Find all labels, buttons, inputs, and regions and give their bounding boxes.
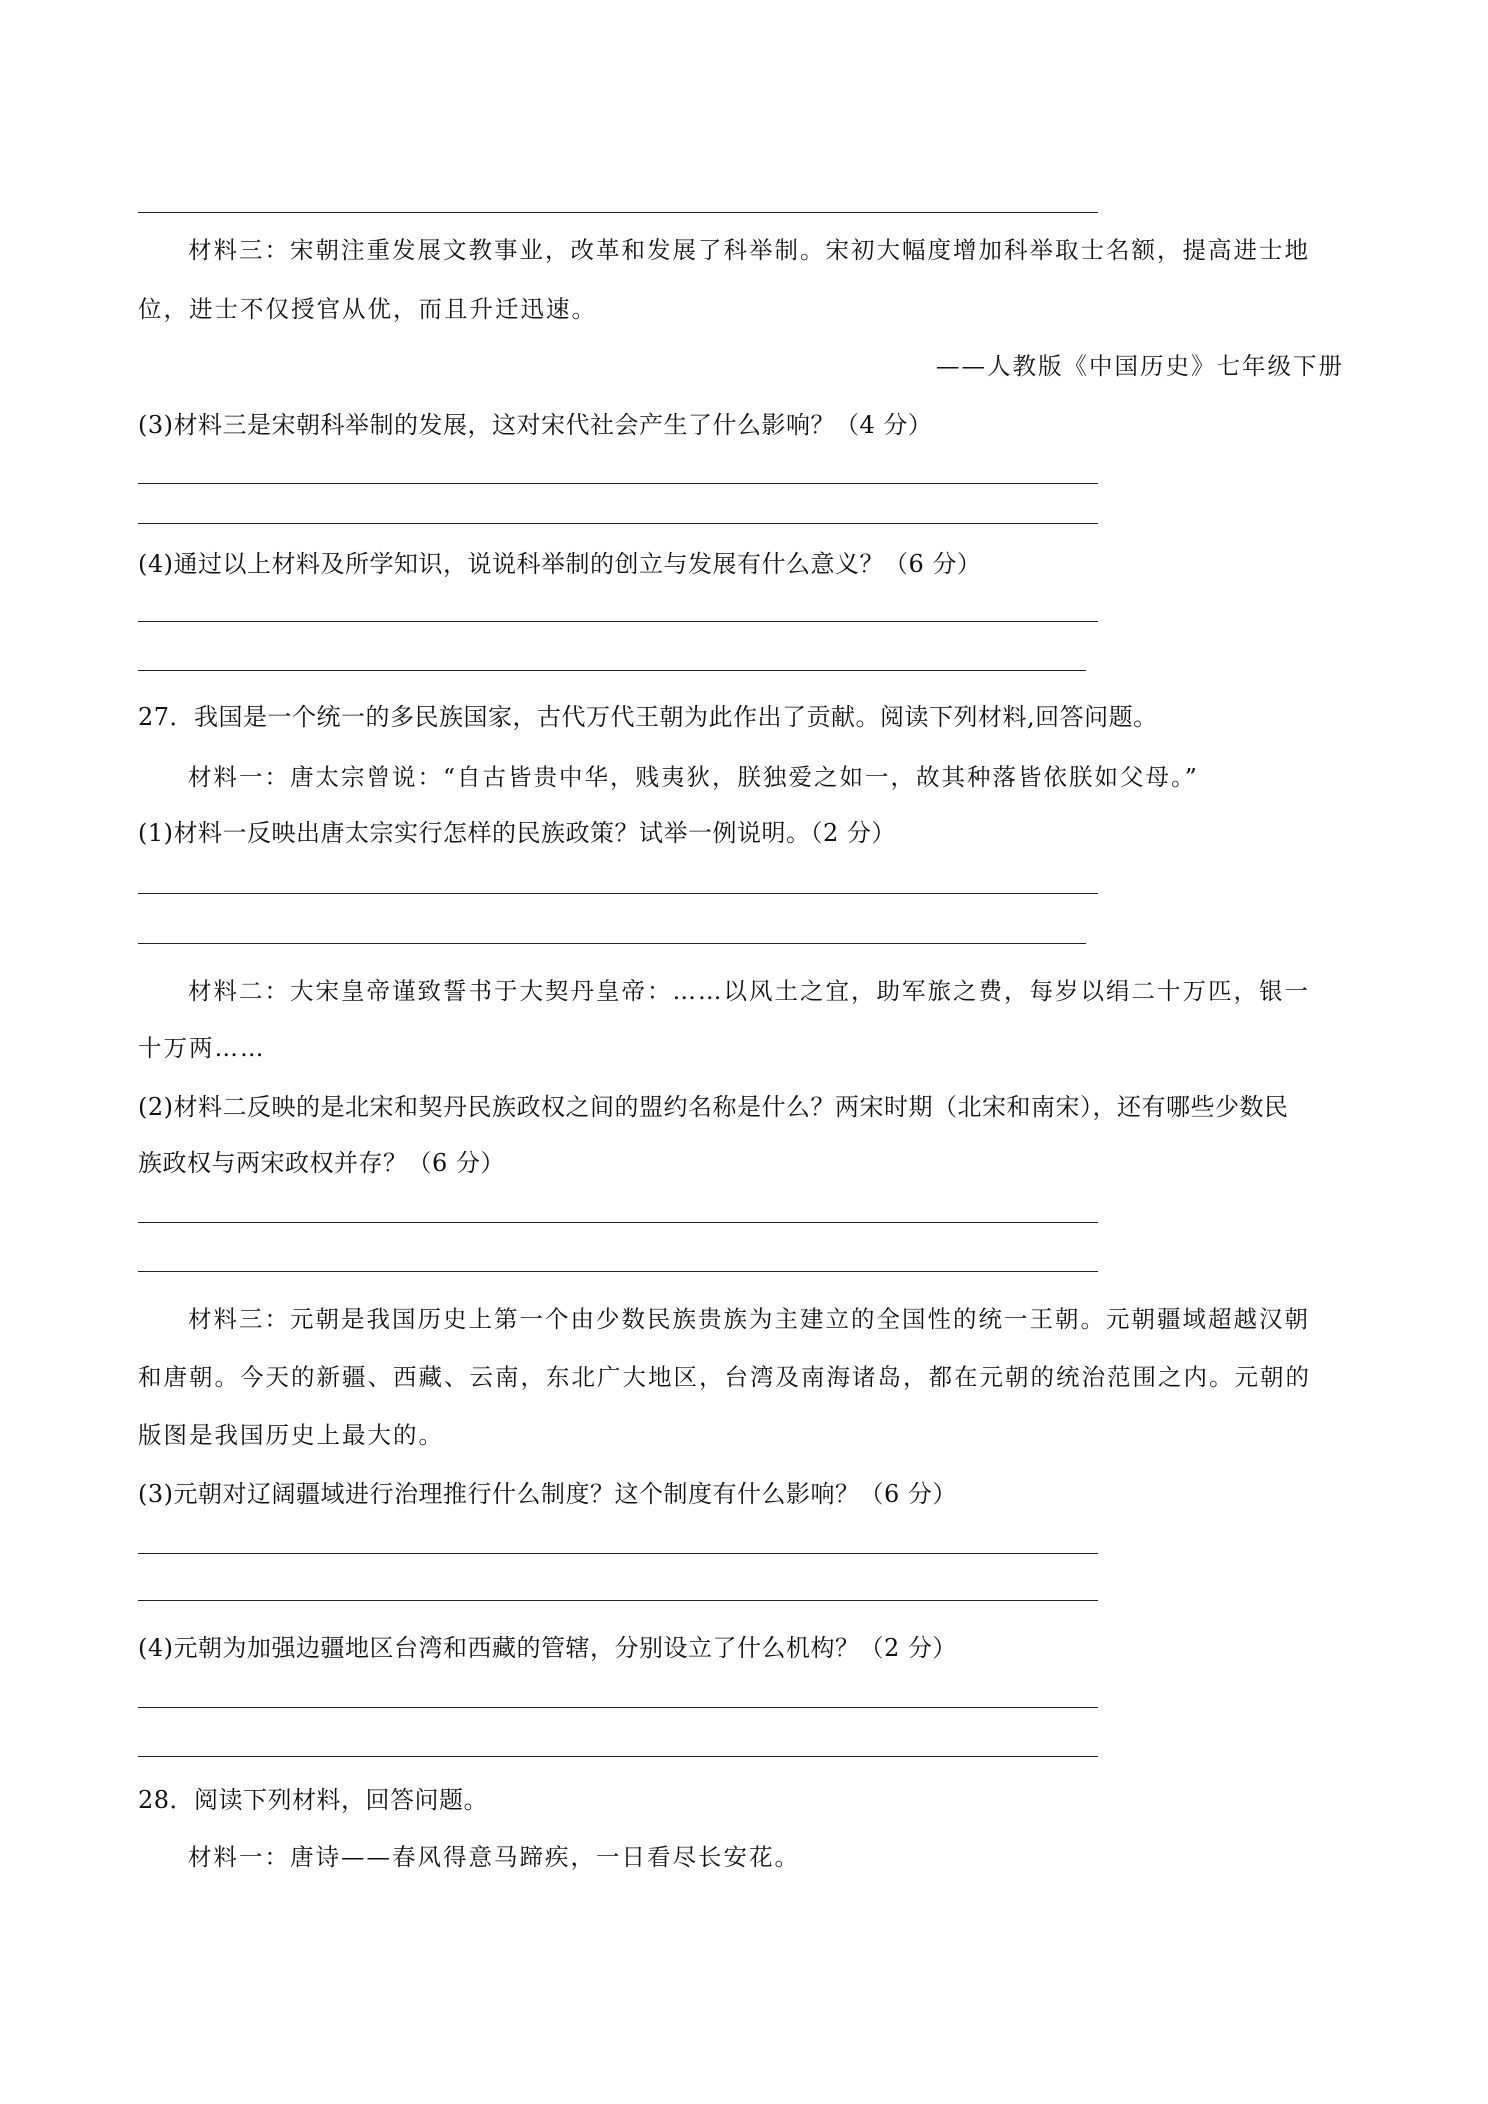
- answer-line: [138, 523, 1098, 524]
- q28-material-1: 材料一：唐诗——春风得意马蹄疾，一日看尽长安花。: [188, 1843, 800, 1871]
- answer-line: [138, 1553, 1098, 1554]
- answer-line: [138, 893, 1098, 894]
- q27-question-1: (1)材料一反映出唐太宗实行怎样的民族政策？试举一例说明。（2 分）: [138, 819, 896, 847]
- question-27-stem: 27．我国是一个统一的多民族国家，古代万代王朝为此作出了贡献。阅读下列材料,回答问题。: [138, 703, 1158, 731]
- material-3-line-2: 位，进士不仅授官从优，而且升迁迅速。: [138, 295, 597, 323]
- answer-line: [138, 1222, 1098, 1223]
- question-3-prompt: (3)材料三是宋朝科举制的发展，这对宋代社会产生了什么影响？（4 分）: [138, 411, 933, 439]
- material-source: ——人教版《中国历史》七年级下册: [936, 352, 1344, 380]
- answer-line: [138, 483, 1098, 484]
- answer-line: [138, 212, 1098, 213]
- q27-material-3-line-3: 版图是我国历史上最大的。: [138, 1421, 444, 1449]
- q27-material-3-line-1: 材料三：元朝是我国历史上第一个由少数民族贵族为主建立的全国性的统一王朝。元朝疆域超越汉朝: [188, 1305, 1310, 1333]
- question-28-stem: 28．阅读下列材料，回答问题。: [138, 1786, 489, 1814]
- answer-line: [138, 1756, 1098, 1757]
- q27-material-2-line-1: 材料二：大宋皇帝谨致誓书于大契丹皇帝：……以风土之宜，助军旅之费，每岁以绢二十万匹，银一: [188, 977, 1310, 1005]
- q27-question-2-line-2: 族政权与两宋政权并存？（6 分）: [138, 1149, 505, 1177]
- answer-line: [138, 670, 1086, 671]
- q27-question-2-line-1: (2)材料二反映的是北宋和契丹民族政权之间的盟约名称是什么？两宋时期（北宋和南宋），还有哪些少数民: [138, 1093, 1289, 1121]
- answer-line: [138, 943, 1086, 944]
- answer-line: [138, 1707, 1098, 1708]
- question-4-prompt: (4)通过以上材料及所学知识，说说科举制的创立与发展有什么意义？（6 分）: [138, 550, 982, 578]
- q27-material-3-line-2: 和唐朝。今天的新疆、西藏、云南，东北广大地区，台湾及南海诸岛，都在元朝的统治范围之内。元朝的: [138, 1363, 1311, 1391]
- answer-line: [138, 1600, 1098, 1601]
- q27-material-2-line-2: 十万两……: [138, 1034, 266, 1062]
- answer-line: [138, 1271, 1098, 1272]
- answer-line: [138, 621, 1098, 622]
- material-3-line-1: 材料三：宋朝注重发展文教事业，改革和发展了科举制。宋初大幅度增加科举取士名额，提高进士地: [188, 236, 1310, 264]
- q27-question-3: (3)元朝对辽阔疆域进行治理推行什么制度？这个制度有什么影响？（6 分）: [138, 1480, 957, 1508]
- q27-question-4: (4)元朝为加强边疆地区台湾和西藏的管辖，分别设立了什么机构？（2 分）: [138, 1634, 957, 1662]
- q27-material-1: 材料一：唐太宗曾说：“自古皆贵中华，贱夷狄，朕独爱之如一，故其种落皆依朕如父母。”: [188, 763, 1199, 791]
